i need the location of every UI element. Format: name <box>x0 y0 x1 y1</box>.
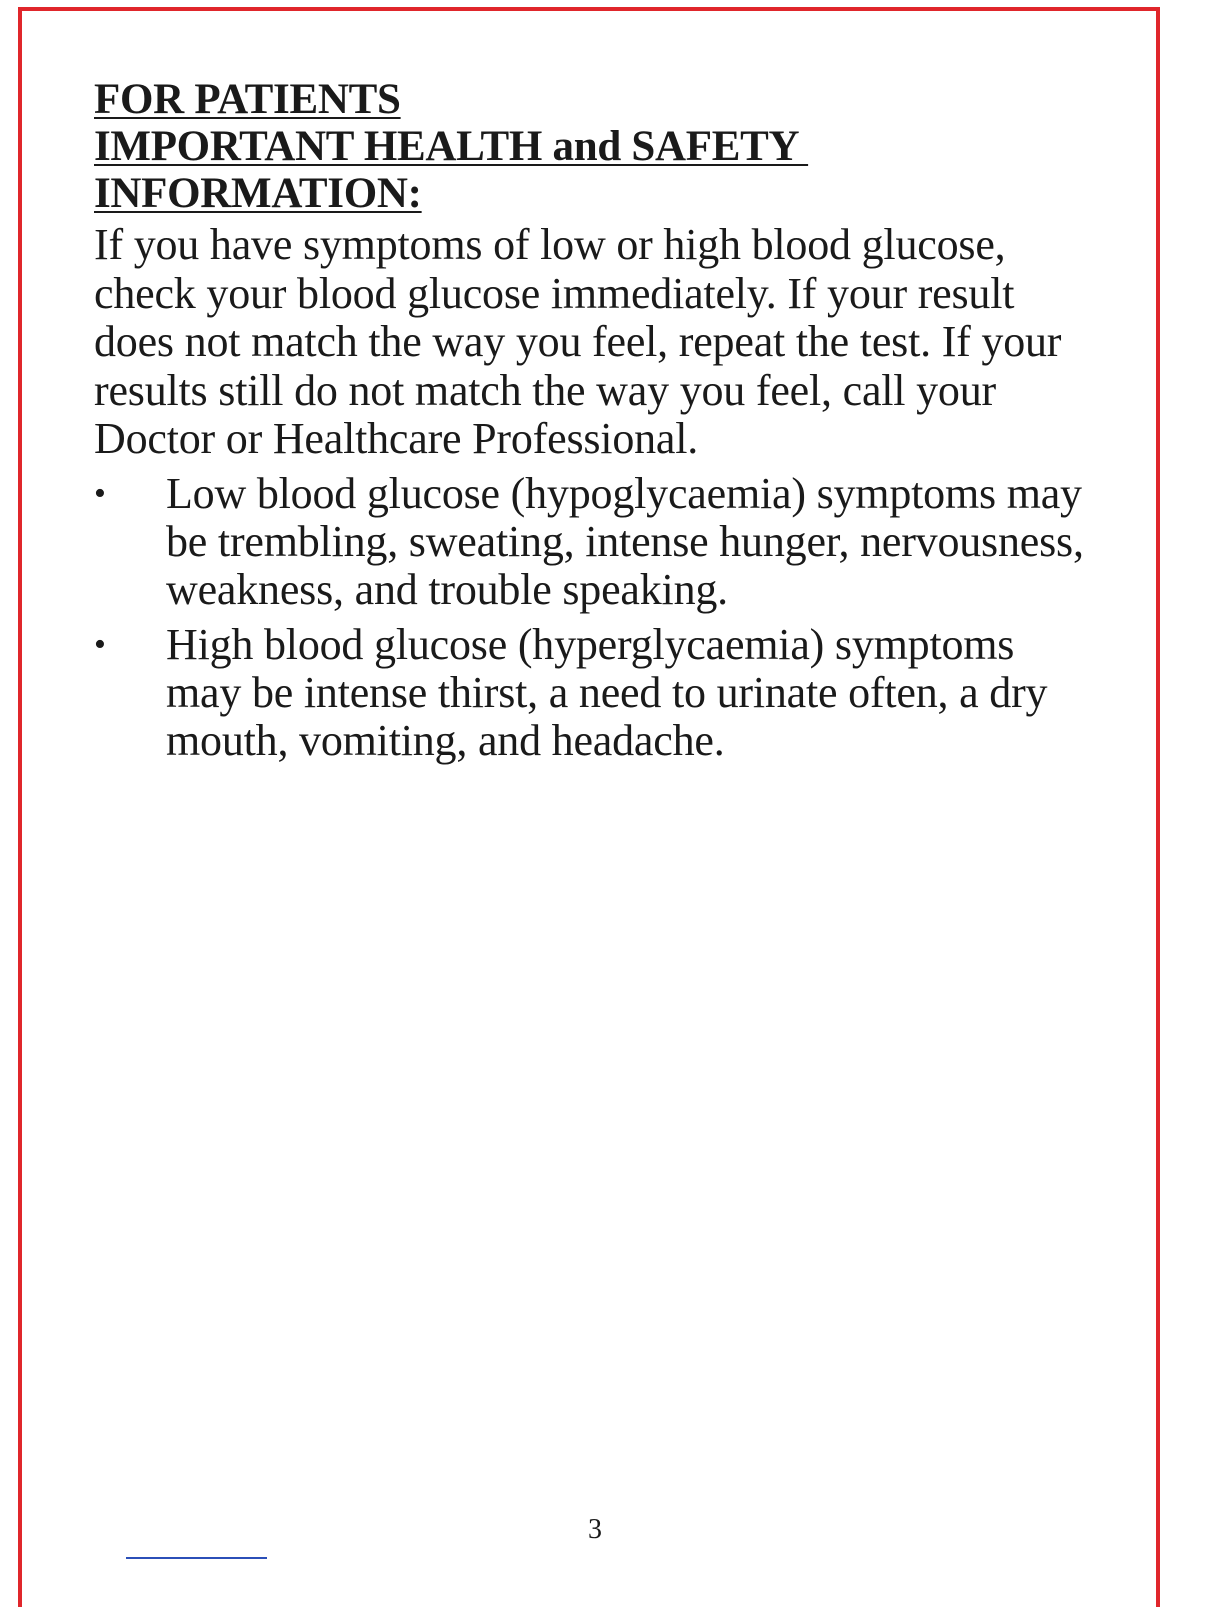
bullet-icon: • <box>94 474 106 512</box>
heading-line-information: INFORMATION: <box>94 170 422 217</box>
symptoms-list <box>94 470 1124 765</box>
list-item-text: High blood glucose (hyperglycaemia) symptoms may be intense thirst, a need to urinate often, a dry mouth, vomiting, and headache. <box>166 619 1048 765</box>
list-item-hypoglycaemia <box>94 470 1096 614</box>
list-item-hyperglycaemia <box>94 621 1096 765</box>
heading-line-for-patients: FOR PATIENTS <box>94 76 401 123</box>
footnote-divider <box>126 1557 267 1559</box>
list-item-text: Low blood glucose (hypoglycaemia) symptoms may be trembling, sweating, intense hunger, nervousness, weakness, and trouble speaking. <box>166 468 1084 614</box>
page-number: 3 <box>588 1514 602 1545</box>
intro-paragraph: If you have symptoms of low or high blood glucose, check your blood glucose immediately. If your result does not match the way you feel, repeat the test. If your results still do not match the way you feel, call your Doctor or Healthcare Professional. <box>94 220 1062 463</box>
bullet-icon: • <box>94 625 106 663</box>
safety-heading <box>94 76 1124 217</box>
heading-line-important-health: IMPORTANT HEALTH and SAFETY <box>94 123 809 170</box>
page-content <box>94 76 1124 772</box>
